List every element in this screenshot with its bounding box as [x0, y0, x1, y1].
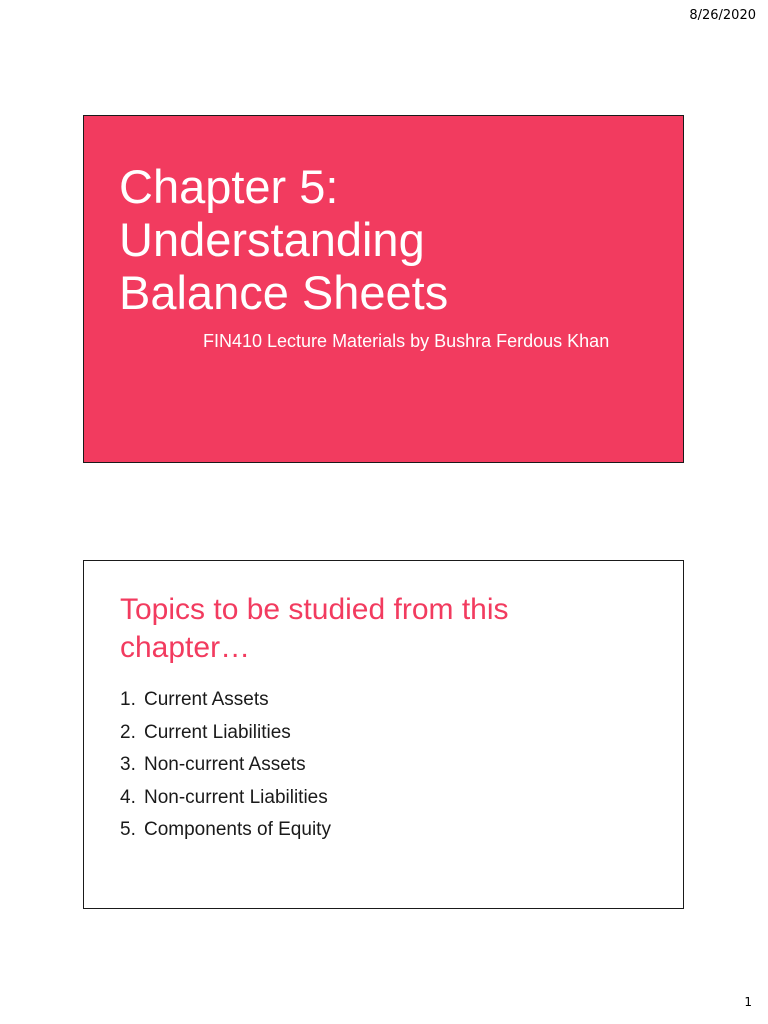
- list-item: [120, 749, 331, 782]
- list-item-label: Current Assets: [144, 689, 269, 710]
- list-item: [120, 717, 331, 750]
- list-item: [120, 684, 331, 717]
- list-item-label: Components of Equity: [144, 819, 331, 840]
- list-item-number: 2.: [120, 721, 136, 743]
- page-number: 1: [744, 995, 752, 1009]
- list-item-number: 4.: [120, 786, 136, 808]
- slide-subtitle: FIN410 Lecture Materials by Bushra Ferdous Khan: [203, 331, 610, 351]
- topics-slide: [83, 560, 684, 909]
- title-slide: [83, 115, 684, 463]
- list-item-label: Non-current Liabilities: [144, 786, 328, 808]
- list-item-number: 3.: [120, 754, 136, 775]
- list-item: [120, 814, 331, 847]
- list-item-label: Non-current Assets: [144, 754, 306, 775]
- topics-heading-line-2: chapter…: [120, 631, 251, 664]
- topic-list: [120, 684, 331, 847]
- slide-title-line-2: Understanding: [119, 213, 425, 266]
- topics-heading-line-1: Topics to be studied from this: [120, 593, 509, 626]
- list-item-label: Current Liabilities: [144, 721, 291, 743]
- list-item: [120, 782, 331, 815]
- topics-heading: [120, 591, 620, 667]
- list-item-number: 1.: [120, 689, 136, 710]
- print-date: 8/26/2020: [689, 8, 756, 23]
- slide-title: [119, 160, 639, 319]
- list-item-number: 5.: [120, 819, 136, 840]
- slide-title-line-3: Balance Sheets: [119, 266, 449, 319]
- slide-title-line-1: Chapter 5:: [119, 160, 339, 213]
